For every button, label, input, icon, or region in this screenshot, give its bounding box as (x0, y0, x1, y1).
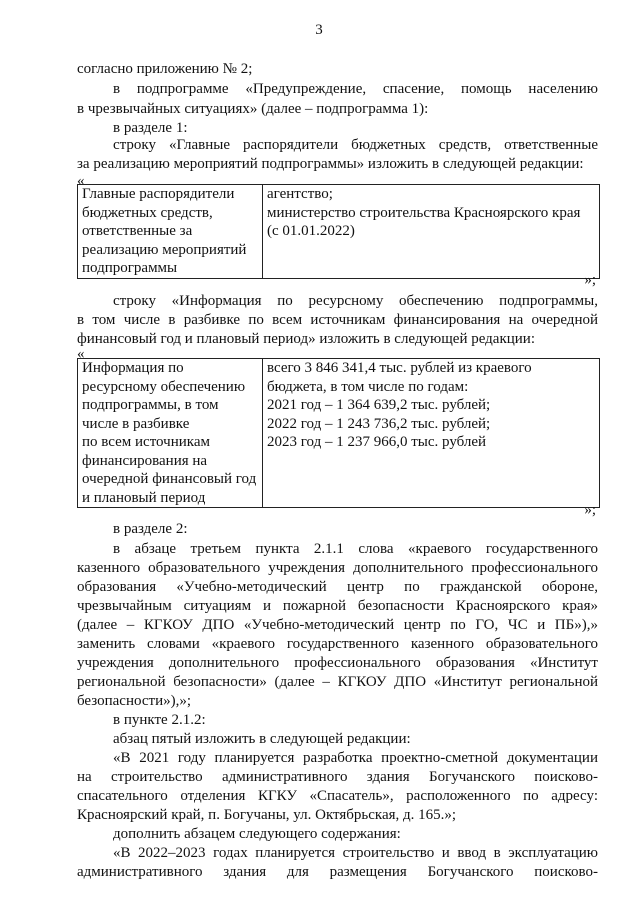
page-number: 3 (315, 22, 323, 38)
text-line: административного здания для размещения Богучанского поисково- (77, 864, 598, 880)
cell-line: (с 01.01.2022) (267, 223, 355, 239)
table-row (78, 359, 600, 508)
cell-line: бюджетных средств, (82, 204, 213, 221)
text-line (77, 540, 598, 558)
text-line: региональной безопасности» (далее – КГКОУ ДПО «Институт региональной (77, 674, 598, 690)
cell-line: бюджета, в том числе по годам: (267, 378, 469, 395)
text-line: спасательного отделения КГКУ «Спасатель», расположенного по адресу: (77, 788, 598, 804)
cell-line: подпрограммы (82, 260, 178, 276)
table-cell-label (78, 185, 263, 279)
table-cell-value (263, 359, 600, 508)
cell-line: финансирования на (82, 452, 208, 469)
text-line-content: в разделе 2: (113, 521, 188, 537)
cell-line: Главные распорядители (82, 186, 235, 202)
cell-line: реализацию мероприятий (82, 241, 247, 258)
text-line: чрезвычайным ситуациям и пожарной безопасности Красноярского края» (77, 598, 598, 614)
text-line (77, 711, 598, 729)
text-line-content: абзац пятый изложить в следующей редакции: (113, 731, 411, 747)
text-line: в том числе в разбивке по всем источникам финансирования на очередной (77, 312, 598, 328)
text-line: казенного образовательного учреждения дополнительного профессионального (77, 560, 598, 576)
close-quote: »; (584, 272, 596, 288)
cell-line: ресурсному обеспечению (82, 378, 246, 395)
text-line-content: строку «Информация по ресурсному обеспечению подпрограммы, (113, 293, 598, 309)
text-line-content: дополнить абзацем следующего содержания: (113, 826, 401, 842)
table-responsible-managers (77, 184, 600, 279)
cell-line: всего 3 846 341,4 тыс. рублей из краевого (267, 360, 532, 376)
table-cell-value (263, 185, 600, 279)
text-line: на строительство административного здания Богучанского поисково- (77, 769, 598, 785)
cell-line: подпрограммы, в том (82, 397, 219, 413)
text-line (77, 136, 598, 154)
text-line: согласно приложению № 2; (77, 61, 253, 77)
text-line-content: строку «Главные распорядители бюджетных средств, ответственные (113, 137, 598, 153)
text-line: заменить словами «краевого государственного казенного образовательного (77, 636, 598, 652)
text-line-content: в абзаце третьем пункта 2.1.1 слова «краевого государственного (113, 541, 598, 557)
cell-line: 2021 год – 1 364 639,2 тыс. рублей; (267, 397, 491, 413)
text-line (77, 80, 598, 98)
text-line (77, 292, 598, 310)
text-line: образования «Учебно-методический центр по гражданской обороне, (77, 579, 598, 595)
text-line: в чрезвычайных ситуациях» (далее – подпрограмма 1): (77, 101, 429, 117)
table-cell-label (78, 359, 263, 508)
text-line (77, 520, 598, 538)
text-line: безопасности»),»; (77, 693, 192, 709)
open-quote: « (77, 346, 85, 362)
text-line: Красноярский край, п. Богучаны, ул. Октябрьская, д. 165.»; (77, 807, 457, 823)
text-line-content: в разделе 1: (113, 120, 188, 136)
cell-line: по всем источникам (82, 434, 210, 450)
table-row (78, 185, 600, 279)
text-line: за реализацию мероприятий подпрограммы» изложить в следующей редакции: (77, 156, 584, 172)
text-line-content: «В 2021 году планируется разработка проектно-сметной документации (113, 750, 598, 766)
text-line-content: в пункте 2.1.2: (113, 712, 206, 728)
cell-line: Информация по (82, 360, 184, 376)
text-line (77, 119, 598, 137)
cell-line: агентство; (267, 186, 333, 202)
cell-line: ответственные за (82, 223, 193, 239)
text-line (77, 844, 598, 862)
cell-line: и плановый период (82, 489, 206, 506)
cell-line: министерство строительства Красноярского края (267, 204, 581, 221)
text-line: финансовый год и плановый период» изложить в следующей редакции: (77, 331, 536, 347)
text-line: учреждения дополнительного профессионального образования «Институт (77, 655, 598, 671)
cell-line: числе в разбивке (82, 415, 190, 432)
text-line (77, 825, 598, 843)
close-quote: »; (584, 502, 596, 518)
text-line: (далее – КГКОУ ДПО «Учебно-методический центр по ГО, ЧС и ПБ»),» (77, 617, 598, 633)
open-quote: « (77, 173, 85, 189)
cell-line: 2022 год – 1 243 736,2 тыс. рублей; (267, 415, 491, 432)
text-line (77, 730, 598, 748)
cell-line: очередной финансовый год (82, 471, 257, 487)
cell-line: 2023 год – 1 237 966,0 тыс. рублей (267, 434, 487, 450)
text-line (77, 749, 598, 767)
text-line-content: «В 2022–2023 годах планируется строительство и ввод в эксплуатацию (113, 845, 598, 861)
text-line-content: в подпрограмме «Предупреждение, спасение, помощь населению (113, 81, 598, 97)
table-funding-info (77, 358, 600, 508)
